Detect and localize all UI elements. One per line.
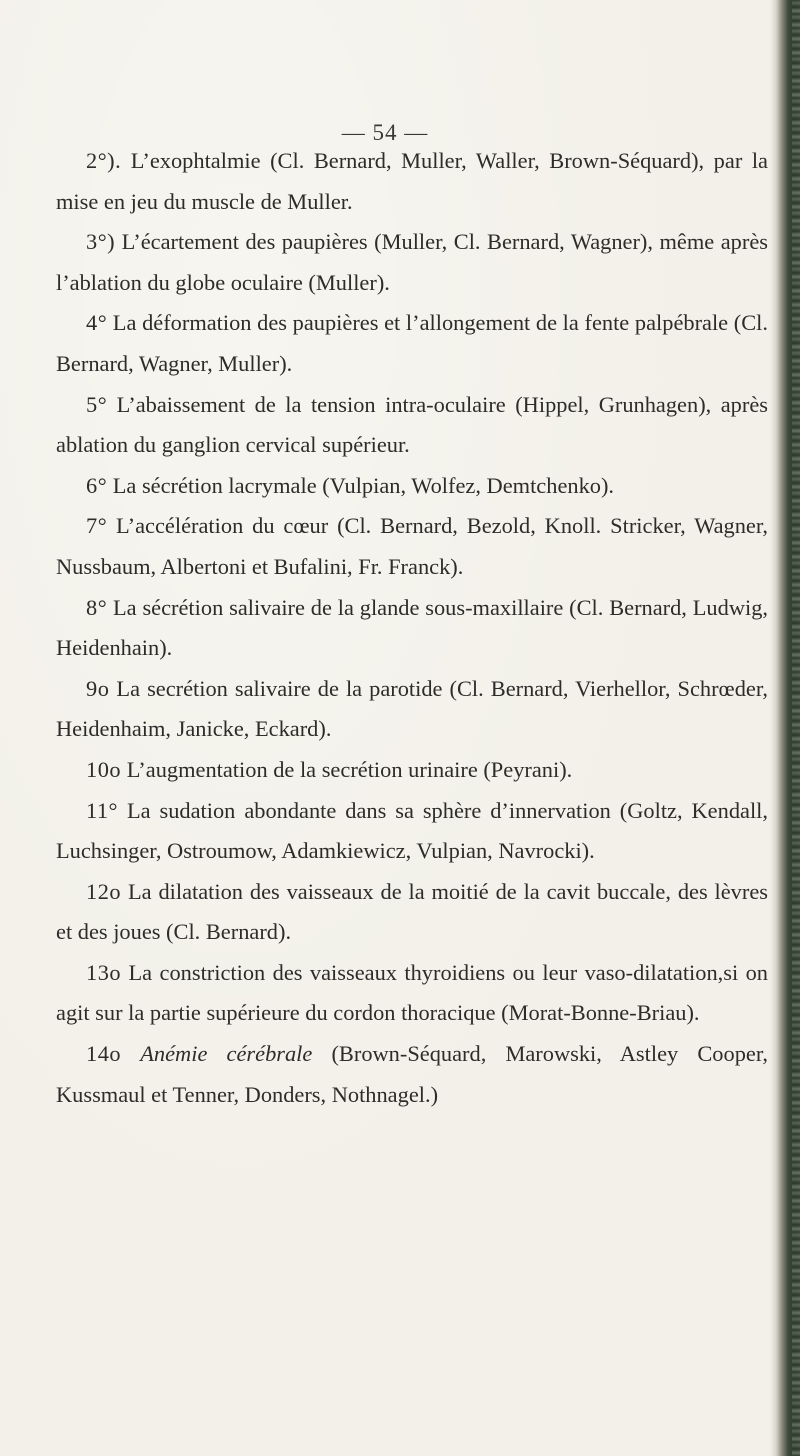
item-text: L’accélération du cœur (Cl. Bernard, Bezold, Knoll. Stricker, Wagner, Nussbaum, Albertoni et Bufalini, Fr. Franck). [56,513,768,579]
item-number: 7° [86,513,108,539]
paragraph-8 [56,588,768,669]
item-text: L’exophtalmie (Cl. Bernard, Muller, Waller, Brown-Séquard), par la mise en jeu du muscle de Muller. [56,148,768,214]
paragraph-10 [56,750,768,791]
item-text: L’augmentation de la secrétion urinaire (Peyrani). [121,756,573,782]
paragraph-2 [56,141,768,222]
paragraph-6 [56,466,768,507]
item-number: 12o [86,878,122,904]
item-number: 11° [86,797,119,823]
item-number: 5° [86,391,108,417]
item-text: La dilatation des vaisseaux de la moitié de la cavit buccale, des lèvres et des joues (Cl. Bernard). [56,878,768,945]
item-italic-term: Anémie cérébrale [140,1041,313,1067]
body-text [56,141,768,1115]
item-number: 6° [86,472,108,498]
item-number: 14o [86,1041,122,1067]
item-text: La constriction des vaisseaux thyroidiens ou leur vaso-dilatation,si on agit sur la partie supérieure du cordon thoracique (Morat-Bonne-Briau). [56,959,768,1026]
paragraph-5 [56,385,768,466]
item-text: La sécrétion lacrymale (Vulpian, Wolfez, Demtchenko). [107,472,615,498]
item-text: L’abaissement de la tension intra-oculaire (Hippel, Grunhagen), après ablation du ganglion cervical supérieur. [56,391,768,458]
item-text: L’écartement des paupières (Muller, Cl. Bernard, Wagner), même après l’ablation du globe oculaire (Muller). [56,229,768,295]
item-text: La déformation des paupières et l’allongement de la fente palpébrale (Cl. Bernard, Wagner, Muller). [56,310,768,376]
binding-edge [770,0,800,1456]
item-number: 4° [86,310,108,336]
paragraph-4 [56,303,768,384]
item-text: (Brown-Séquard, Marowski, Astley Cooper, Kussmaul et Tenner, Donders, Nothnagel.) [56,1041,768,1107]
item-number: 13o [86,959,122,985]
paragraph-12 [56,872,768,953]
item-number: 10o [86,756,122,782]
paragraph-11 [56,791,768,872]
item-text: La sudation abondante dans sa sphère d’innervation (Goltz, Kendall, Luchsinger, Ostroumow, Adamkiewicz, Vulpian, Navrocki). [56,797,768,864]
item-text: La sécrétion salivaire de la glande sous-maxillaire (Cl. Bernard, Ludwig, Heidenhain). [56,594,768,661]
item-number: 9o [86,675,110,701]
item-number: 3°) [86,229,116,255]
item-text: La secrétion salivaire de la parotide (Cl. Bernard, Vierhellor, Schrœder, Heidenhaim, Janicke, Eckard). [56,675,768,742]
paragraph-9 [56,669,768,750]
paragraph-13 [56,953,768,1034]
page-number: — 54 — [341,120,429,145]
paragraph-3 [56,222,768,303]
item-number: 8° [86,594,108,620]
paragraph-7 [56,506,768,587]
item-number: 2°). [86,148,122,173]
paragraph-14 [56,1034,768,1115]
